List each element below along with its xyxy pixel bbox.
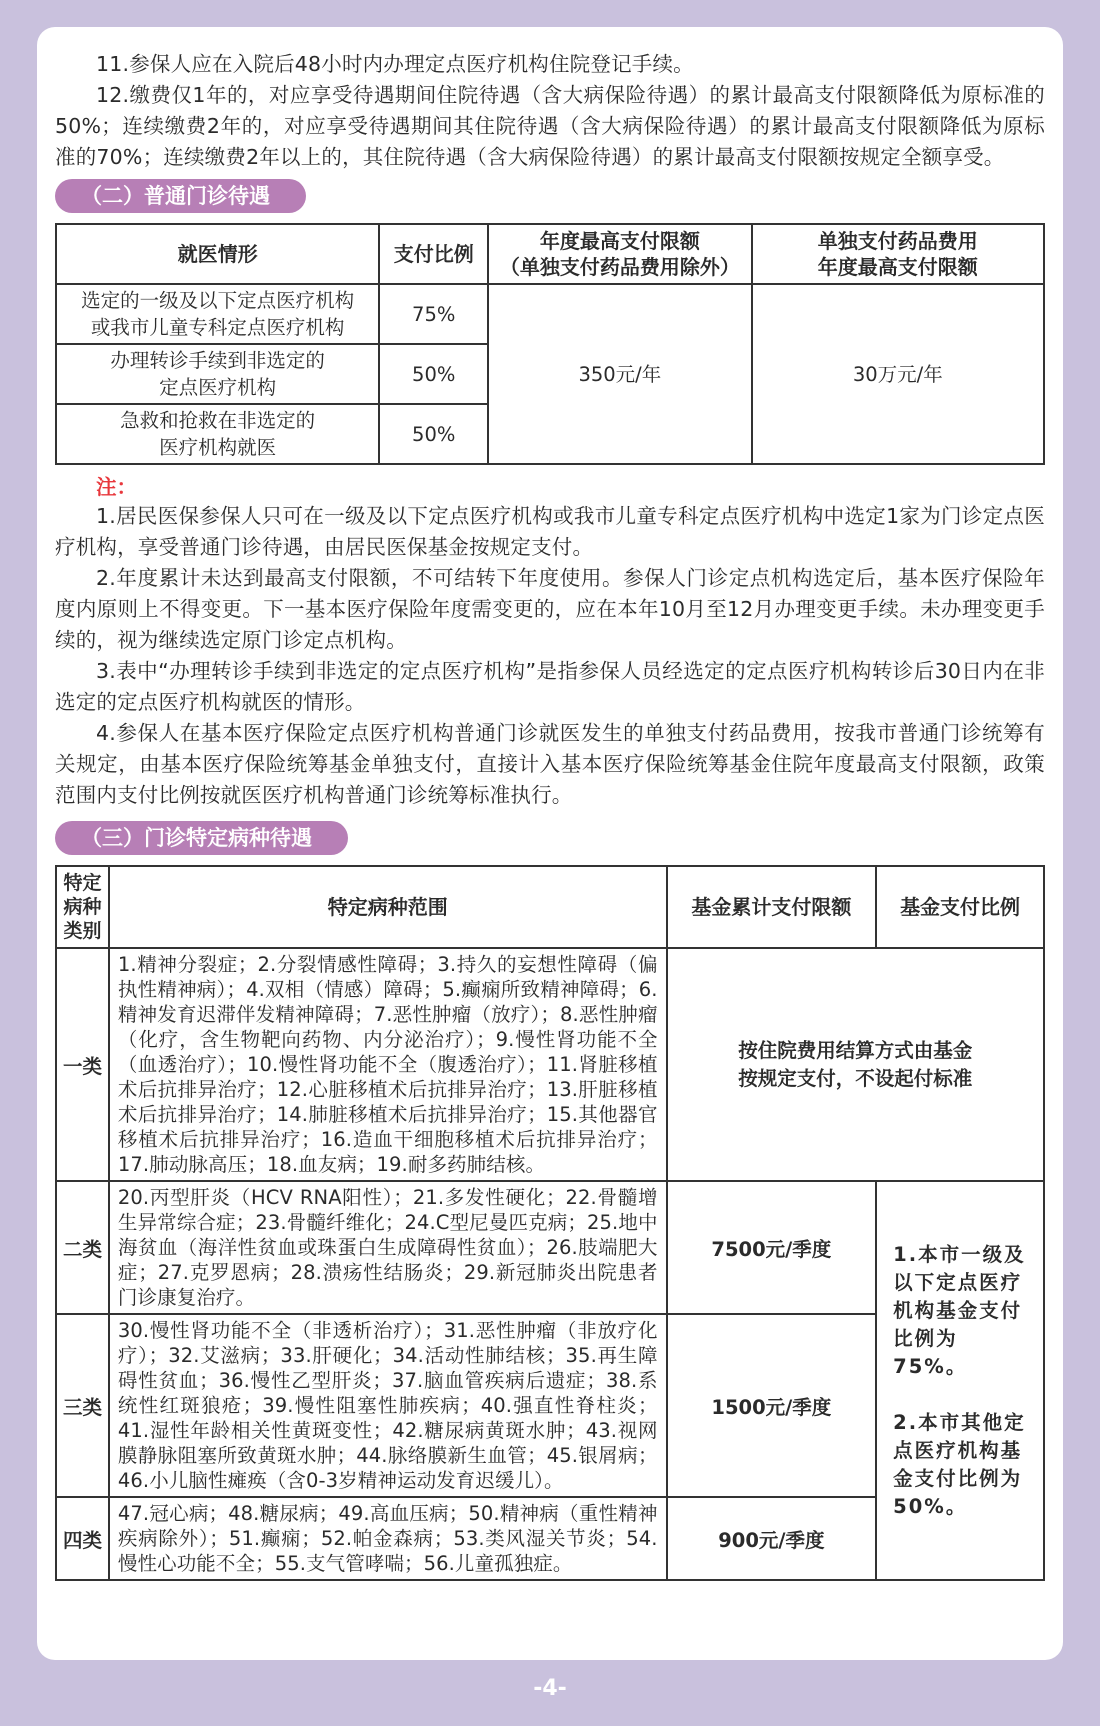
table-row bbox=[56, 1181, 1044, 1314]
intro-paragraph-12: 12.缴费仅1年的，对应享受待遇期间住院待遇（含大病保险待遇）的累计最高支付限额降低为原标准的50%；连续缴费2年的，对应享受待遇期间其住院待遇（含大病保险待遇）的累计最高支付限额降低为原标准的70%；连续缴费2年以上的，其住院待遇（含大病保险待遇）的累计最高支付限额按规定全额享受。 bbox=[55, 83, 1045, 169]
note-3: 3.表中“办理转诊手续到非选定的定点医疗机构”是指参保人员经选定的定点医疗机构转诊后30日内在非选定的定点医疗机构就医的情形。 bbox=[55, 659, 1045, 714]
header-drug-limit: 单独支付药品费用 年度最高支付限额 bbox=[752, 224, 1044, 284]
drug-limit-cell: 30万元/年 bbox=[752, 284, 1044, 464]
header-ratio: 支付比例 bbox=[379, 224, 488, 284]
situation-cell: 办理转诊手续到非选定的 定点医疗机构 bbox=[56, 344, 379, 404]
outpatient-table bbox=[55, 223, 1045, 465]
note-title: 注： bbox=[96, 475, 137, 499]
special-disease-table bbox=[55, 865, 1045, 1581]
special-disease-header-row bbox=[56, 866, 1044, 948]
intro-paragraph-11: 11.参保人应在入院后48小时内办理定点医疗机构住院登记手续。 bbox=[96, 52, 694, 76]
limit-cell: 1500元/季度 bbox=[667, 1314, 877, 1497]
category-cell: 四类 bbox=[56, 1497, 109, 1580]
scope-cell: 47.冠心病；48.糖尿病；49.高血压病；50.精神病（重性精神疾病除外）；51.癫痫；52.帕金森病；53.类风湿关节炎；54.慢性心功能不全；55.支气管哮喘；56.儿童孤独症。 bbox=[109, 1497, 667, 1580]
annual-limit-cell: 350元/年 bbox=[488, 284, 751, 464]
header-category: 特定 病种 类别 bbox=[56, 866, 109, 948]
note-2: 2.年度累计未达到最高支付限额，不可结转下年度使用。参保人门诊定点机构选定后，基本医疗保险年度内原则上不得变更。下一基本医疗保险年度需变更的，应在本年10月至12月办理变更手续。未办理变更手续的，视为继续选定原门诊定点机构。 bbox=[55, 566, 1045, 652]
note-1: 1.居民医保参保人只可在一级及以下定点医疗机构或我市儿童专科定点医疗机构中选定1家为门诊定点医疗机构，享受普通门诊待遇，由居民医保基金按规定支付。 bbox=[55, 504, 1045, 559]
limit-cell: 7500元/季度 bbox=[667, 1181, 877, 1314]
outpatient-table-header-row bbox=[56, 224, 1044, 284]
limit-cell: 900元/季度 bbox=[667, 1497, 877, 1580]
section3-title: （三）门诊特定病种待遇 bbox=[55, 821, 348, 855]
header-fund-limit: 基金累计支付限额 bbox=[667, 866, 877, 948]
ratio-cell: 50% bbox=[379, 344, 488, 404]
category-cell: 一类 bbox=[56, 948, 109, 1181]
limit-cell: 按住院费用结算方式由基金 按规定支付，不设起付标准 bbox=[667, 948, 1044, 1181]
page-content bbox=[55, 49, 1045, 1581]
section2-title: （二）普通门诊待遇 bbox=[55, 179, 306, 213]
page-number: -4- bbox=[533, 1676, 567, 1701]
fund-ratio-cell: 1.本市一级及以下定点医疗机构基金支付比例为75%。 2.本市其他定点医疗机构基金支付比例为50%。 bbox=[876, 1181, 1044, 1580]
header-annual-limit: 年度最高支付限额 （单独支付药品费用除外） bbox=[488, 224, 751, 284]
situation-cell: 急救和抢救在非选定的 医疗机构就医 bbox=[56, 404, 379, 464]
scope-cell: 30.慢性肾功能不全（非透析治疗）；31.恶性肿瘤（非放疗化疗）；32.艾滋病；33.肝硬化；34.活动性肺结核；35.再生障碍性贫血；36.慢性乙型肝炎；37.脑血管疾病后遗症；38.系统性红斑狼疮；39.慢性阻塞性肺疾病；40.强直性脊柱炎；41.湿性年龄相关性黄斑变性；42.糖尿病黄斑水肿；43.视网膜静脉阻塞所致黄斑水肿；44.脉络膜新生血管；45.银屑病；46.小儿脑性瘫痪（含0-3岁精神运动发育迟缓儿）。 bbox=[109, 1314, 667, 1497]
note-4: 4.参保人在基本医疗保险定点医疗机构普通门诊就医发生的单独支付药品费用，按我市普通门诊统筹有关规定，由基本医疗保险统筹基金单独支付，直接计入基本医疗保险统筹基金住院年度最高支付限额，政策范围内支付比例按就医医疗机构普通门诊统筹标准执行。 bbox=[55, 721, 1045, 807]
ratio-cell: 75% bbox=[379, 284, 488, 344]
situation-cell: 选定的一级及以下定点医疗机构 或我市儿童专科定点医疗机构 bbox=[56, 284, 379, 344]
scope-cell: 1.精神分裂症；2.分裂情感性障碍；3.持久的妄想性障碍（偏执性精神病）；4.双相（情感）障碍；5.癫痫所致精神障碍；6.精神发育迟滞伴发精神障碍；7.恶性肿瘤（放疗）；8.恶性肿瘤（化疗，含生物靶向药物、内分泌治疗）；9.慢性肾功能不全（血透治疗）；10.慢性肾功能不全（腹透治疗）；11.肾脏移植术后抗排异治疗；12.心脏移植术后抗排异治疗；13.肝脏移植术后抗排异治疗；14.肺脏移植术后抗排异治疗；15.其他器官移植术后抗排异治疗；16.造血干细胞移植术后抗排异治疗；17.肺动脉高压；18.血友病；19.耐多药肺结核。 bbox=[109, 948, 667, 1181]
header-situation: 就医情形 bbox=[56, 224, 379, 284]
header-fund-ratio: 基金支付比例 bbox=[876, 866, 1044, 948]
category-cell: 三类 bbox=[56, 1314, 109, 1497]
category-cell: 二类 bbox=[56, 1181, 109, 1314]
page-sheet bbox=[37, 27, 1063, 1660]
table-row bbox=[56, 284, 1044, 344]
scope-cell: 20.丙型肝炎（HCV RNA阳性）；21.多发性硬化；22.骨髓增生异常综合症；23.骨髓纤维化；24.C型尼曼匹克病；25.地中海贫血（海洋性贫血或珠蛋白生成障碍性贫血）；26.肢端肥大症；27.克罗恩病；28.溃疡性结肠炎；29.新冠肺炎出院患者门诊康复治疗。 bbox=[109, 1181, 667, 1314]
table-row bbox=[56, 948, 1044, 1181]
ratio-cell: 50% bbox=[379, 404, 488, 464]
header-scope: 特定病种范围 bbox=[109, 866, 667, 948]
